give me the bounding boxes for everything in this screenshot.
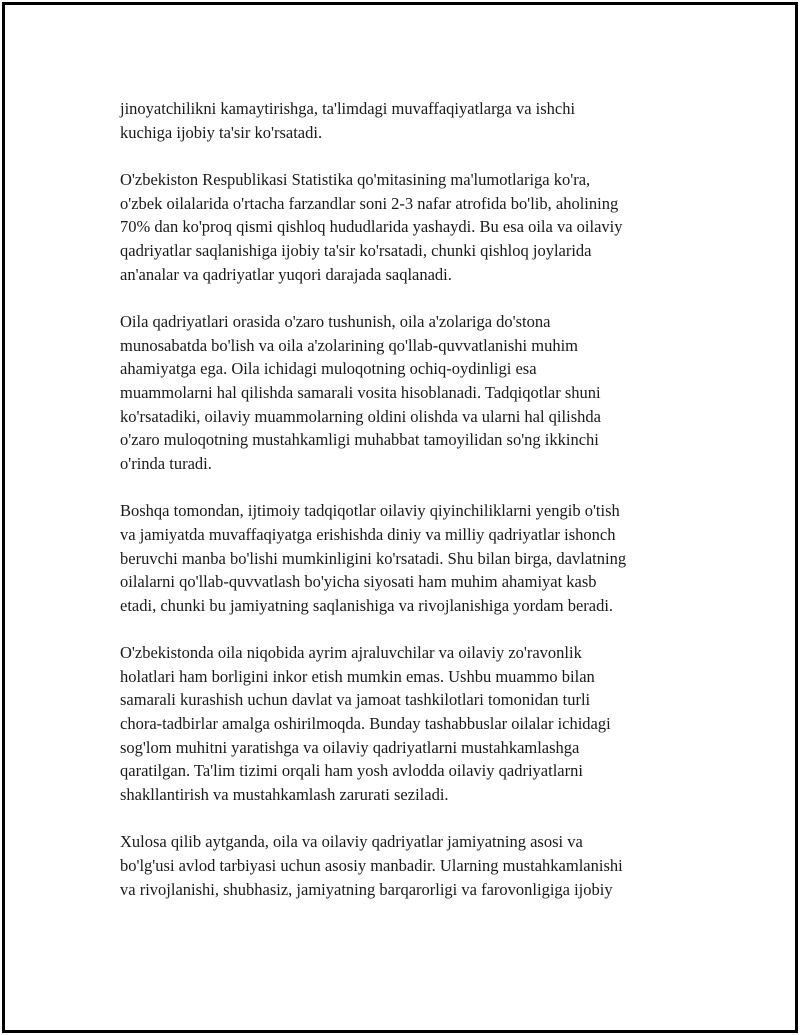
text-line: o'zaro muloqotning mustahkamligi muhabbat tamoyilidan so'ng ikkinchi	[120, 430, 599, 450]
text-line: holatlari ham borligini inkor etish mumkin emas. Ushbu muammo bilan	[120, 666, 595, 686]
text-line: o'zbek oilalarida o'rtacha farzandlar soni 2-3 nafar atrofida bo'lib, aholining	[120, 193, 619, 213]
text-line: an'analar va qadriyatlar yuqori darajada saqlanadi.	[120, 264, 452, 284]
text-line: O'zbekiston Respublikasi Statistika qo'mitasining ma'lumotlariga ko'ra,	[120, 170, 591, 190]
paragraph-4	[120, 499, 700, 617]
text-line: qaratilgan. Ta'lim tizimi orqali ham yosh avlodda oilaviy qadriyatlarni	[120, 761, 583, 781]
text-line: samarali kurashish uchun davlat va jamoat tashkilotlari tomonidan turli	[120, 690, 591, 710]
document-body	[120, 97, 700, 925]
text-line: munosabatda bo'lish va oila a'zolarining qo'llab-quvvatlanishi muhim	[120, 335, 578, 355]
text-line: oilalarni qo'llab-quvvatlash bo'yicha siyosati ham muhim ahamiyat kasb	[120, 572, 597, 592]
text-line: etadi, chunki bu jamiyatning saqlanishiga va rivojlanishiga yordam beradi.	[120, 595, 614, 615]
paragraph-1	[120, 97, 700, 144]
text-line: 70% dan ko'proq qismi qishloq hududlarida yashaydi. Bu esa oila va oilaviy	[120, 217, 623, 237]
paragraph-6	[120, 830, 700, 901]
text-line: kuchiga ijobiy ta'sir ko'rsatadi.	[120, 122, 323, 142]
page-frame	[2, 2, 798, 1033]
paragraph-2	[120, 168, 700, 286]
text-line: bo'lg'usi avlod tarbiyasi uchun asosiy manbadir. Ularning mustahkamlanishi	[120, 856, 623, 876]
text-line: Xulosa qilib aytganda, oila va oilaviy qadriyatlar jamiyatning asosi va	[120, 832, 583, 852]
text-line: muammolarni hal qilishda samarali vosita hisoblanadi. Tadqiqotlar shuni	[120, 382, 601, 402]
text-line: o'rinda turadi.	[120, 453, 212, 473]
text-line: ko'rsatadiki, oilaviy muammolarning oldini olishda va ularni hal qilishda	[120, 406, 601, 426]
text-line: va rivojlanishi, shubhasiz, jamiyatning barqarorligi va farovonligiga ijobiy	[120, 879, 613, 899]
text-line: ahamiyatga ega. Oila ichidagi muloqotning ochiq-oydinligi esa	[120, 359, 537, 379]
paragraph-3	[120, 310, 700, 475]
text-line: Oila qadriyatlari orasida o'zaro tushunish, oila a'zolariga do'stona	[120, 312, 551, 332]
text-line: va jamiyatda muvaffaqiyatga erishishda diniy va milliy qadriyatlar ishonch	[120, 524, 616, 544]
text-line: Boshqa tomondan, ijtimoiy tadqiqotlar oilaviy qiyinchiliklarni yengib o'tish	[120, 501, 620, 521]
text-line: qadriyatlar saqlanishiga ijobiy ta'sir ko'rsatadi, chunki qishloq joylarida	[120, 240, 592, 260]
text-line: beruvchi manba bo'lishi mumkinligini ko'rsatadi. Shu bilan birga, davlatning	[120, 548, 627, 568]
text-line: shakllantirish va mustahkamlash zarurati seziladi.	[120, 784, 449, 804]
text-line: O'zbekistonda oila niqobida ayrim ajraluvchilar va oilaviy zo'ravonlik	[120, 643, 582, 663]
text-line: chora-tadbirlar amalga oshirilmoqda. Bunday tashabbuslar oilalar ichidagi	[120, 714, 611, 734]
text-line: jinoyatchilikni kamaytirishga, ta'limdagi muvaffaqiyatlarga va ishchi	[120, 99, 576, 118]
paragraph-5	[120, 641, 700, 806]
text-line: sog'lom muhitni yaratishga va oilaviy qadriyatlarni mustahkamlashga	[120, 737, 580, 757]
